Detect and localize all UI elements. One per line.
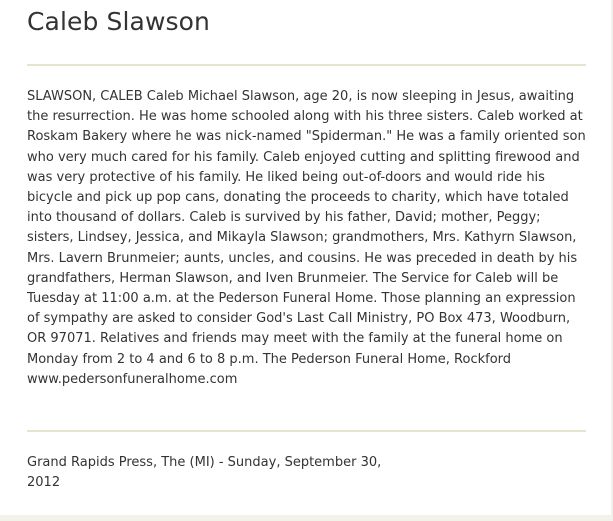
obituary-text: SLAWSON, CALEB Caleb Michael Slawson, age 20, is now sleeping in Jesus, awaiting the resurrection. He was home schooled along with his three sisters. Caleb worked at Roskam Bakery where he was nick-named "Spiderman." He was a family oriented son who very much cared for his family. Caleb enjoyed cutting and splitting firewood and was very protective of his family. He liked being out-of-doors and would ride his bicycle and pick up pop cans, donating the proceeds to charity, which have totaled into thousand of dollars. Caleb is survived by his father, David; mother, Peggy; sisters, Lindsey, Jessica, and Mikayla Slawson; grandmothers, Mrs. Kathyrn Slawson, Mrs. Lavern Brunmeier; aunts, uncles, and cousins. He was preceded in death by his grandfathers, Herman Slawson, and Iven Brunmeier. The Service for Caleb will be Tuesday at 11:00 a.m. at the Pederson Funeral Home. Those planning an expression of sympathy are asked to consider God's Last Call Ministry, PO Box 473, Woodburn, OR 97071. Relatives and friends may meet with the family at the funeral home on Monday from 2 to 4 and 6 to 8 p.m. The Pederson Funeral Home, Rockford www.pedersonfuneralhome.com <box>27 89 586 387</box>
publication-source: Grand Rapids Press, The (MI) - Sunday, September 30, 2012 <box>27 455 382 490</box>
obituary-title: Caleb Slawson <box>27 7 210 36</box>
bottom-divider <box>27 430 586 432</box>
footer-band <box>0 515 613 521</box>
top-divider <box>27 64 586 66</box>
